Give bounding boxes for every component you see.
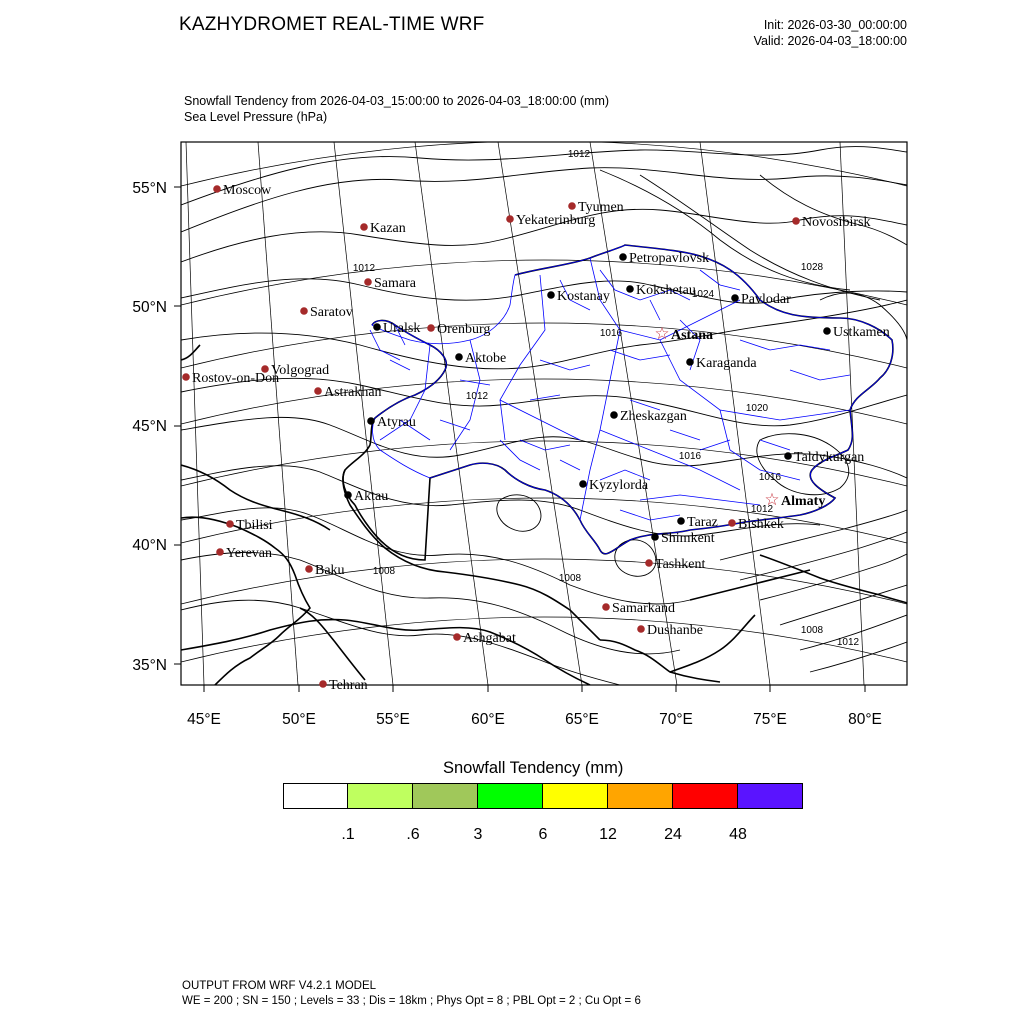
isobar-label: 1012 <box>465 391 489 402</box>
lat-label: 45°N <box>132 418 167 435</box>
city-marker <box>651 533 659 541</box>
city-label: Orenburg <box>437 322 491 337</box>
city-label: Moscow <box>223 183 272 198</box>
city-label: Kokshetau <box>636 283 696 298</box>
city-label: Uralsk <box>383 321 421 336</box>
city-marker <box>728 519 736 527</box>
city-marker <box>216 548 224 556</box>
legend-swatch <box>413 783 478 809</box>
city-marker <box>427 324 435 332</box>
legend-tick-label: 3 <box>473 826 483 843</box>
city-label: Ashgabat <box>463 631 516 646</box>
city-marker <box>547 291 555 299</box>
city-label: Tehran <box>329 678 368 693</box>
city-label: Pavlodar <box>741 292 791 307</box>
city-label: Saratov <box>310 305 353 320</box>
city-marker <box>300 307 308 315</box>
isobar-label: 1012 <box>352 263 376 274</box>
city-label: Novosibirsk <box>802 215 871 230</box>
lon-label: 55°E <box>376 711 410 728</box>
valid-time: Valid: 2026-04-03_18:00:00 <box>753 34 907 48</box>
legend-tick-label: 12 <box>599 826 617 843</box>
lon-label: 80°E <box>848 711 882 728</box>
isobar-label: 1012 <box>836 637 860 648</box>
city-marker <box>677 517 685 525</box>
city-marker <box>360 223 368 231</box>
isobar-label: 1012 <box>567 149 591 160</box>
isobar-label: 1016 <box>758 472 782 483</box>
isobar-label: 1016 <box>678 451 702 462</box>
city-label: Taldykurgan <box>794 450 865 465</box>
city-label: Kazan <box>370 221 406 236</box>
city-marker <box>610 411 618 419</box>
legend-swatch <box>348 783 413 809</box>
city-label: Kostanay <box>557 289 610 304</box>
isobar-label: 1024 <box>691 289 715 300</box>
field-subtitle-pressure: Sea Level Pressure (hPa) <box>184 110 328 124</box>
city-marker <box>784 452 792 460</box>
city-label: Atyrau <box>377 415 416 430</box>
city-label: Karaganda <box>696 356 757 371</box>
city-marker <box>305 565 313 573</box>
city-marker <box>602 603 610 611</box>
city-label: Tbilisi <box>236 518 273 533</box>
city-marker <box>619 253 627 261</box>
legend-tick-label: 24 <box>664 826 682 843</box>
city-label: Ustkamen <box>833 325 890 340</box>
field-subtitle-snowfall: Snowfall Tendency from 2026-04-03_15:00:00 to 2026-04-03_18:00:00 (mm) <box>184 94 610 108</box>
city-marker <box>568 202 576 210</box>
legend-tick-label: 48 <box>729 826 747 843</box>
city-marker <box>645 559 653 567</box>
city-label: Dushanbe <box>647 623 703 638</box>
city-marker <box>314 387 322 395</box>
lon-label: 70°E <box>659 711 693 728</box>
capital-label: Almaty <box>781 494 826 509</box>
city-marker <box>686 358 694 366</box>
city-marker <box>367 417 375 425</box>
city-marker <box>364 278 372 286</box>
city-label: Samara <box>374 276 416 291</box>
lat-label: 40°N <box>132 537 167 554</box>
legend-tick-label: 6 <box>538 826 548 843</box>
city-marker <box>226 520 234 528</box>
city-label: Aktobe <box>465 351 507 366</box>
city-label: Baku <box>315 563 345 578</box>
city-label: Bishkek <box>738 517 784 532</box>
chart-title: KAZHYDROMET REAL-TIME WRF <box>179 14 485 35</box>
capital-star-icon: ☆ <box>654 324 670 344</box>
city-label: Astrakhan <box>324 385 382 400</box>
isobar-label: 1028 <box>800 262 824 273</box>
city-label: Taraz <box>687 515 718 530</box>
lon-label: 75°E <box>753 711 787 728</box>
city-label: Petropavlovsk <box>629 251 710 266</box>
city-marker <box>453 633 461 641</box>
legend-title: Snowfall Tendency (mm) <box>443 759 624 777</box>
lon-label: 65°E <box>565 711 599 728</box>
city-marker <box>626 285 634 293</box>
legend-swatch <box>478 783 543 809</box>
isobar-label: 1008 <box>800 625 824 636</box>
city-marker <box>637 625 645 633</box>
legend-swatch <box>283 783 348 809</box>
city-label: Yerevan <box>226 546 273 561</box>
lon-label: 45°E <box>187 711 221 728</box>
city-marker <box>823 327 831 335</box>
lat-label: 50°N <box>132 299 167 316</box>
footer-config: WE = 200 ; SN = 150 ; Levels = 33 ; Dis = 18km ; Phys Opt = 8 ; PBL Opt = 2 ; Cu Opt = 6 <box>182 995 641 1007</box>
footer-model: OUTPUT FROM WRF V4.2.1 MODEL <box>182 980 377 992</box>
city-label: Tashkent <box>655 557 706 572</box>
lon-label: 60°E <box>471 711 505 728</box>
city-marker <box>213 185 221 193</box>
legend-tick-label: .1 <box>341 826 355 843</box>
lat-label: 55°N <box>132 180 167 197</box>
city-marker <box>731 294 739 302</box>
city-marker <box>373 323 381 331</box>
city-label: Rostov-on-Don <box>192 371 280 386</box>
isobar-label: 1020 <box>745 403 769 414</box>
isobar-label: 1008 <box>372 566 396 577</box>
lon-label: 50°E <box>282 711 316 728</box>
city-marker <box>579 480 587 488</box>
init-time: Init: 2026-03-30_00:00:00 <box>763 18 907 32</box>
city-label: Shimkent <box>661 531 715 546</box>
isobar-label: 1008 <box>558 573 582 584</box>
city-marker <box>792 217 800 225</box>
legend-swatch <box>543 783 608 809</box>
capital-star-icon: ☆ <box>764 490 780 510</box>
capital-label: Astana <box>671 328 714 343</box>
city-label: Volgograd <box>271 363 330 378</box>
city-marker <box>182 373 190 381</box>
city-label: Tyumen <box>578 200 624 215</box>
city-label: Zheskazgan <box>620 409 687 424</box>
city-label: Kyzylorda <box>589 478 649 493</box>
city-marker <box>319 680 327 688</box>
isobar-label: 1016 <box>599 328 623 339</box>
isobar-label: 1012 <box>750 504 774 515</box>
legend-swatch <box>738 783 803 809</box>
city-label: Yekaterinburg <box>516 213 596 228</box>
legend-tick-label: .6 <box>406 826 420 843</box>
lat-label: 35°N <box>132 657 167 674</box>
city-marker <box>455 353 463 361</box>
legend-swatch <box>608 783 673 809</box>
city-label: Samarkand <box>612 601 675 616</box>
city-marker <box>506 215 514 223</box>
city-label: Aktau <box>354 489 389 504</box>
city-marker <box>344 491 352 499</box>
legend-swatch <box>673 783 738 809</box>
